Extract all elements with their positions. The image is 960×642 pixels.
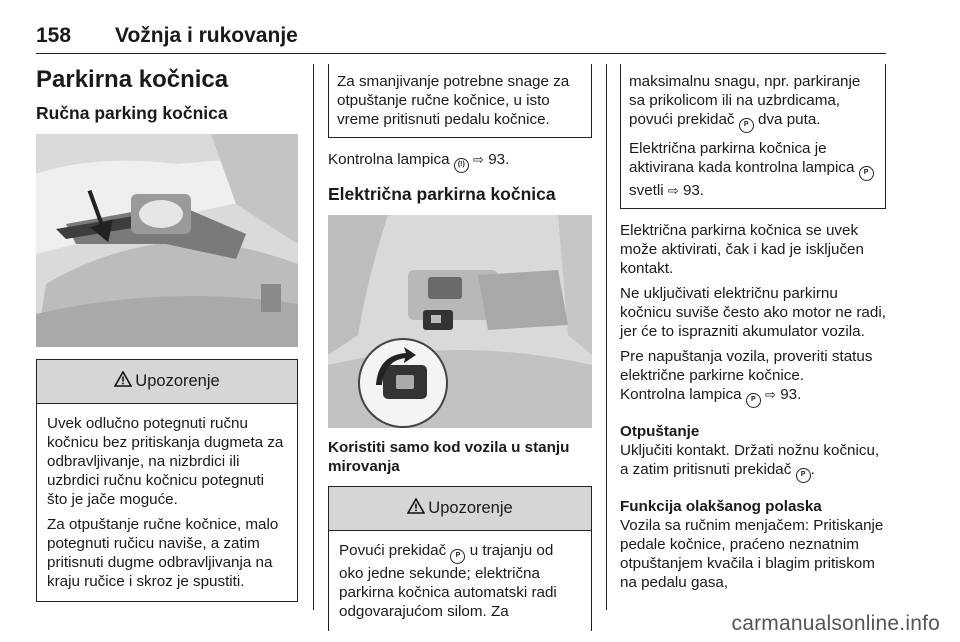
note-text: svetli xyxy=(629,182,664,199)
stationary-note: Koristiti samo kod vozila u stanju mirovanja xyxy=(328,439,570,475)
warning-text: Povući prekidač xyxy=(339,542,447,559)
electric-brake-drawing xyxy=(328,215,592,428)
warning-heading-text: Upozorenje xyxy=(135,372,220,390)
chapter-title: Vožnja i rukovanje xyxy=(115,24,298,47)
watermark: carmanualsonline.info xyxy=(731,612,940,635)
indicator-label: Kontrolna lampica xyxy=(328,151,450,168)
warning-triangle-icon xyxy=(114,371,132,392)
parking-brake-switch-icon: P xyxy=(796,468,811,483)
indicator-reference: 93. xyxy=(488,151,510,168)
body-text: Pre napuštanja vozila, proveriti status električne parkirne kočnice. xyxy=(620,348,873,384)
column-1 xyxy=(36,64,298,602)
subsection-title: Električna parkirna kočnica xyxy=(328,184,556,204)
subsection-title: Ručna parking kočnica xyxy=(36,103,228,123)
reference-arrow-icon: ⇨ xyxy=(765,387,776,402)
body-paragraph: Električna parkirna kočnica se uvek može aktivirati, čak i kad je isključen kontakt. xyxy=(620,222,864,277)
note-text: dva puta. xyxy=(758,111,821,128)
warning-heading xyxy=(329,487,591,531)
warning-paragraph: Za otpuštanje ručne kočnice, malo potegnuti ručicu naviše, a zatim pritisnuti dugme odbravljivanja na kraju ručice i skroz je spustiti. xyxy=(47,516,279,590)
warning-body xyxy=(329,531,591,631)
reference-arrow-icon: ⇨ xyxy=(473,152,484,167)
reference-arrow-icon: ⇨ xyxy=(667,183,679,198)
note-reference: 93. xyxy=(682,182,705,199)
launch-paragraph: Vozila sa ručnim menjačem: Pritiskanje pedale kočnice, praćeno neznatnim otpuštanjem kvačila i blagim pritiskom na pedalu gasa, xyxy=(620,517,884,591)
note-text: Za smanjivanje potrebne snage za otpuštanje ručne kočnice, u isto vreme pritisnuti pedalu kočnice. xyxy=(337,73,570,128)
handbrake-illustration xyxy=(36,134,298,347)
note-paragraph xyxy=(629,139,877,200)
column-divider xyxy=(313,64,314,610)
note-box xyxy=(620,64,886,209)
brake-warning-icon: (!) xyxy=(454,158,469,173)
warning-heading-text: Upozorenje xyxy=(428,499,513,517)
page-header xyxy=(36,24,886,54)
column-3 xyxy=(620,64,886,592)
body-paragraph xyxy=(620,347,886,408)
column-divider xyxy=(606,64,607,610)
indicator-line xyxy=(328,150,592,173)
warning-box xyxy=(36,359,298,602)
body-text: . xyxy=(810,461,815,478)
parking-brake-switch-icon: P xyxy=(739,118,754,133)
warning-text: u trajanju od oko jedne sekunde; električna parkirna kočnica automatski radi odgovarajućom silom. Za xyxy=(339,542,557,620)
warning-box xyxy=(328,486,592,631)
release-title: Otpuštanje xyxy=(620,423,700,440)
launch-title: Funkcija olakšanog polaska xyxy=(620,498,822,515)
body-paragraph: Ne uključivati električnu parkirnu kočnicu suviše često ako motor ne radi, jer će to isprazniti akumulator vozila. xyxy=(620,285,886,340)
warning-body xyxy=(37,404,297,601)
parking-brake-lamp-icon: P xyxy=(746,393,761,408)
warning-paragraph xyxy=(339,541,581,621)
electric-brake-illustration xyxy=(328,215,592,428)
note-paragraph xyxy=(629,72,877,133)
body-text: Uključiti kontakt. Držati nožnu kočnicu, a zatim pritisnuti prekidač xyxy=(620,442,880,478)
note-box xyxy=(328,64,592,138)
parking-brake-lamp-icon: P xyxy=(859,166,874,181)
body-text: Kontrolna lampica xyxy=(620,386,742,403)
column-2 xyxy=(328,64,592,631)
warning-heading xyxy=(37,360,297,404)
parking-brake-switch-icon: P xyxy=(450,549,465,564)
page-number: 158 xyxy=(36,24,72,47)
warning-triangle-icon xyxy=(407,498,425,519)
handbrake-drawing xyxy=(36,134,298,347)
note-text: Električna parkirna kočnica je aktivirana kada kontrolna lampica xyxy=(629,140,855,176)
section-title: Parkirna kočnica xyxy=(36,66,229,93)
body-reference: 93. xyxy=(780,386,802,403)
note-text: maksimalnu snagu, npr. parkiranje sa prikolicom ili na uzbrdicama, povući prekidač xyxy=(629,73,861,128)
warning-paragraph: Uvek odlučno potegnuti ručnu kočnicu bez pritiskanja dugmeta za odbravljivanje, na nizbrdici ili uzbrdici ručnu kočnicu potegnuti što je jače moguće. xyxy=(47,415,284,508)
release-paragraph xyxy=(620,441,886,483)
